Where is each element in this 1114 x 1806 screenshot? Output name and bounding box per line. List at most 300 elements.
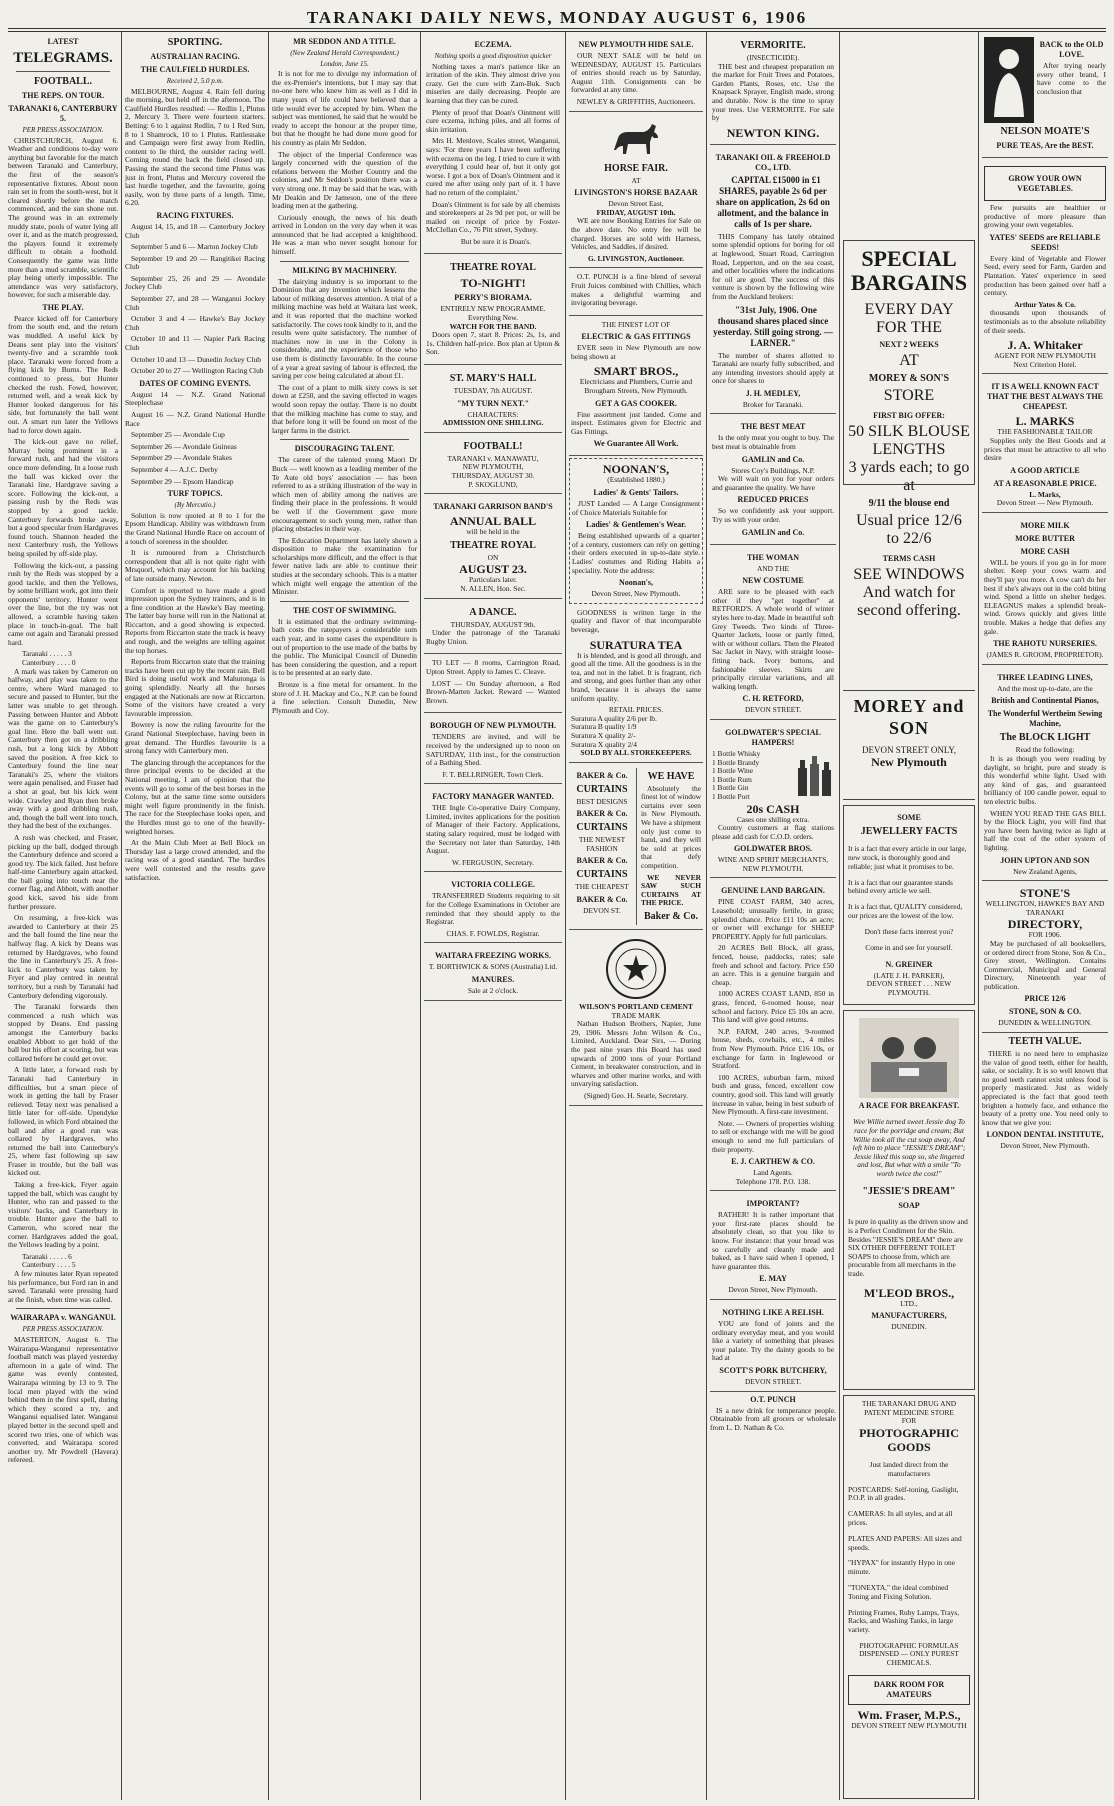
event-line: September 29 — Avondale Stakes bbox=[131, 453, 232, 463]
bargains-heading: BARGAINS bbox=[850, 270, 968, 295]
trade-mark-label: TRADE MARK bbox=[611, 1010, 661, 1020]
fixture-line: October 10 and 13 — Dunedin Jockey Club bbox=[131, 354, 261, 364]
ad-line: Cases one shilling extra. bbox=[736, 814, 810, 824]
goldwater-ad bbox=[710, 722, 836, 879]
ad-text: Supplies only the Best Goods and at prices that must be attractive to all who desire bbox=[984, 435, 1106, 463]
mcleod-name: M'LEOD BROS., bbox=[863, 1285, 955, 1300]
tonight-heading: TO-NIGHT! bbox=[460, 276, 526, 291]
dance-ad bbox=[424, 601, 562, 655]
block-light-heading: The BLOCK LIGHT bbox=[999, 732, 1091, 744]
fixture-line: October 20 to 27 — Wellington Racing Club bbox=[131, 366, 264, 376]
ad-text: "HYPAX" for instantly Hypo in one minute. bbox=[848, 1558, 955, 1577]
garrison-ball-ad bbox=[424, 496, 562, 598]
cash-price: 20s CASH bbox=[746, 801, 800, 816]
ad-line: THURSDAY, AUGUST 30. bbox=[451, 471, 535, 480]
costume-heading: NEW COSTUME bbox=[742, 576, 804, 586]
ad-line: STORE bbox=[883, 387, 935, 404]
ad-text: TO LET — 8 rooms, Carrington Road, Upton Street. Apply to James C. Cleave. bbox=[426, 658, 560, 676]
theatre-heading: THEATRE ROYAL bbox=[450, 262, 536, 274]
ad-text: THERE is no need here to emphasize the value of good teeth, either for health, sake, or sociality. It is so well known that no good teeth cannot exist unless food is properly masticated. Just as widely appreciated is the fact that good teeth brighten a homely face, and enhance the beauty of a pretty one. You need only to know that we give you: bbox=[982, 1049, 1108, 1127]
coming-events-heading: DATES OF COMING EVENTS. bbox=[139, 378, 251, 388]
ad-text: After trying nearly every other brand, I have come to the conclusion that bbox=[1037, 61, 1106, 96]
tailors-heading: Ladies' & Gents' Tailors. bbox=[593, 488, 679, 498]
cement-brand: WILSON'S PORTLAND CEMENT bbox=[579, 1002, 693, 1011]
ad-line: DUNEDIN & WELLINGTON. bbox=[998, 1018, 1092, 1028]
eczema-ad bbox=[424, 34, 562, 254]
hamper-item: 1 Bottle Wine bbox=[712, 766, 754, 776]
article-paragraph: Pearce kicked off for Canterbury from the south end, and the return was muddled. A useful kick by Deans sent play into the visitors' twenty-five and a scramble took place. Taranaki were forced from a flying kick by Burns. The Reds continued to press, but Hunter checked the rush. Fowd, however, returned well, and a weak kick by Hunter looked dangerous for his side, but fortunately the ball went out. A smart run later the Yellows had to force down again. bbox=[8, 313, 118, 435]
grow-box bbox=[984, 166, 1106, 201]
ad-text: PHOTOGRAPHIC FORMULAS DISPENSED — ONLY PUREST CHEMICALS. bbox=[859, 1640, 959, 1667]
event-line: September 4 — A.J.C. Derby bbox=[131, 464, 218, 474]
horse-fair-heading: HORSE FAIR. bbox=[604, 162, 668, 174]
ad-text: Come in and see for yourself. bbox=[865, 942, 953, 952]
we-have-heading: WE HAVE bbox=[647, 770, 695, 782]
ad-line: W. FERGUSON, Secretary. bbox=[452, 857, 534, 867]
received-note: Received 2, 5.0 p.m. bbox=[166, 77, 224, 85]
lamp-illustration-icon bbox=[859, 1018, 959, 1098]
ad-text: We will wait on you for your orders and guarantee the quality. We have bbox=[712, 474, 834, 492]
article-paragraph: The object of the Imperial Conference was largely concerned with the question of the relations between the Mother Country and the colonies, and Mr Seddon's position there was a very strong one. It may be said that he was, with Mr Deakin and Dr Jameson, one of the three leading men at the gathering. bbox=[272, 149, 417, 211]
cement-seal-icon bbox=[605, 938, 667, 1000]
oil-heading: TARANAKI OIL & FREEHOLD CO., LTD. bbox=[715, 152, 831, 172]
fixture-line: October 3 and 4 — Hawke's Bay Jockey Club bbox=[125, 314, 265, 332]
suratura-ad bbox=[569, 606, 703, 763]
ad-line: SEE WINDOWS bbox=[853, 566, 965, 583]
ad-line: AT bbox=[899, 352, 919, 369]
article-paragraph: A few minutes later Ryan repeated his performance, but Ford ran in and saved. Taranaki were pressing hard at the finish, when time was called. bbox=[8, 1269, 118, 1304]
column-ads-2 bbox=[569, 34, 703, 1799]
article-paragraph: On resuming, a free-kick was awarded to Canterbury at their 25 and the ball found the line near the halfway flag. A kick by Deans was returned by Hardgraves, who found the line in Canterbury's 25. A free-kick to Canterbury was taken by Fryer and play centred in neutral territory, but a rush by Taranaki had Canterbury defending vigorously. bbox=[8, 913, 118, 1000]
ad-text: THE Ingle Co-operative Dairy Company, Limited, invites applications for the position of Manager of their Factory. Applications, stating salary required, must be lodged with the Secretary not later than Saturday, 14th August. bbox=[426, 803, 560, 856]
jessies-dream-heading: "JESSIE'S DREAM" bbox=[862, 1185, 956, 1197]
greiner-name: N. GREINER bbox=[885, 959, 933, 969]
swimming-heading: THE COST OF SWIMMING. bbox=[292, 605, 397, 615]
column-telegrams bbox=[8, 34, 118, 1799]
soap-ad bbox=[843, 1010, 975, 1390]
article-paragraph: It is not for me to divulge my information of the ex-Premier's intentions, but I may say that no-one here who knew him as well as I did in many years of life could have believed that a title would ever be accepted by him. When the subject was mentioned, he said that he would be ready to accept the honour at the proper time, but that he thought he had done more good for his country as plain Mr Seddon. bbox=[272, 69, 417, 147]
ad-line: ENTIRELY NEW PROGRAMME. bbox=[440, 304, 546, 314]
ad-line: WINE AND SPIRIT MERCHANTS, NEW PLYMOUTH. bbox=[717, 855, 829, 873]
football-ad bbox=[424, 435, 562, 494]
cement-ad bbox=[569, 932, 703, 1106]
scotts-ad bbox=[710, 1302, 836, 1392]
hamper-list bbox=[712, 750, 790, 802]
dental-name: LONDON DENTAL INSTITUTE, bbox=[986, 1130, 1104, 1140]
grow-heading: GROW YOUR OWN VEGETABLES. bbox=[1008, 174, 1082, 193]
ad-line: Devon Street, New Plymouth. bbox=[591, 589, 681, 599]
ad-line: LTD., bbox=[900, 1298, 918, 1308]
victoria-heading: VICTORIA COLLEGE. bbox=[451, 880, 535, 890]
fixture-line: August 14, 15, and 18 — Canterbury Jockey Club bbox=[125, 221, 265, 240]
wire-text: "31st July, 1906. One thousand shares placed since yesterday. Still going strong. — LARNER." bbox=[713, 304, 833, 348]
ad-text: So we confidently ask your support. Try us with your order. bbox=[712, 506, 834, 525]
score-team: Taranaki bbox=[22, 649, 48, 659]
marks-ad bbox=[982, 376, 1108, 513]
three-lines-heading: THREE LEADING LINES, bbox=[997, 672, 1093, 682]
woman-heading: THE WOMAN bbox=[746, 552, 800, 562]
ot-punch-ad bbox=[569, 270, 703, 315]
article-paragraph: The Education Department has lately shown a disposition to make the examination for scholarships more difficult, and the effect is that fewer native lads are able to continue their studies at the secondary schools. This is a matter which might well engage the attention of the Minister. bbox=[272, 535, 417, 597]
ad-line: AGENT FOR NEW PLYMOUTH bbox=[994, 351, 1096, 361]
ad-line: New Zealand Agents, bbox=[1013, 866, 1077, 876]
price-line: Suratura X quality 2/4 bbox=[571, 739, 637, 749]
article-paragraph: The kick-out gave no relief, Murray being prominent in a forward rush, and had the visitors once more defending. In a loose rush the ball was kicked over the Taranaki line, Hardgrave saving a score. Following the kick-out, a passing rush by the Reds was stopped by a good tackle. Canterbury forwards broke away, but a good specular from Hardgraves found touch. Shannon headed the next Canterbury rush, the Yellows being spoiled by off-side play. bbox=[8, 437, 118, 558]
ad-text: It is blended, and is good all through, and good all the time. All the goodness is in the tea, and not in the label. It is fragrant, rich and strong, and goes further than any other brand, because it is always the same uniform quality. bbox=[571, 650, 701, 703]
baker-right bbox=[641, 768, 701, 925]
jewellery-ad bbox=[843, 805, 975, 1005]
old-love-illustration-icon bbox=[984, 37, 1034, 123]
article-paragraph: Bowrey is now the ruling favourite for the Grand National Steeplechase, having been in great demand. The Hurdles favourite is a strong fancy with Canterbury men. bbox=[125, 720, 265, 756]
eczema-heading: ECZEMA. bbox=[474, 40, 512, 49]
ad-line: DEVON STREET. bbox=[744, 1377, 802, 1386]
ad-text: JUST Landed — A Large Consignment of Choice Materials Suitable for bbox=[572, 499, 700, 517]
ad-line: CHAS. F. FOWLDS, Registrar. bbox=[446, 928, 540, 938]
ad-text: But be sure it is Doan's. bbox=[460, 236, 532, 246]
ad-text: O.T. PUNCH is a fine blend of several Fruit Juices combined with Chillies, which makes a delightful warming and invigorating beverage. bbox=[571, 272, 701, 308]
wertheim-heading: The Wonderful Wertheim Sewing Machine, bbox=[987, 709, 1103, 729]
column-sporting bbox=[125, 34, 265, 1799]
blouse-price: 9/11 the blouse end bbox=[868, 498, 950, 509]
ad-line: T. BORTHWICK & SONS (Australia) Ltd. bbox=[428, 962, 558, 972]
article-paragraph: Comfort is reported to have made a good impression upon the Sydney trainers, and is in a fine condition at the Hawke's Bay meeting. The latter bay horse will run in the National at Riccarton, and a good showing is expected. Reports from Riccarton state the track is heavy and rough, and the weights are telling against the top horses. bbox=[125, 585, 265, 655]
reps-tour-heading: THE REPS. ON TOUR. bbox=[21, 91, 105, 100]
reduced-prices: REDUCED PRICES bbox=[737, 495, 809, 505]
event-line: September 26 — Avondale Guineas bbox=[131, 441, 237, 451]
article-paragraph: A little later, a forward rush by Taranaki had Canterbury in difficulties, but a smart piece of work in getting the ball by Fraser relieved. Tetay next was penalised a little later for off-side. Upendyke followed, in which Ford obtained the ball and after a good run was collared by Hardgraves, who returned the ball into Canterbury's 25, where fast following up saw Fraser in trouble, but the ball was kicked out. bbox=[8, 1065, 118, 1178]
gas-cooker-heading: GET A GAS COOKER. bbox=[595, 398, 677, 408]
ad-text: Note. — Owners of properties wishing to sell or exchange with me will be good enough to send me full particulars of their property. bbox=[712, 1118, 834, 1154]
yates-firm: Arthur Yates & Co. bbox=[1014, 299, 1076, 309]
important-heading: IMPORTANT? bbox=[746, 1199, 800, 1209]
ad-line: BEST DESIGNS bbox=[576, 796, 628, 806]
guarantee-line: We Guarantee All Work. bbox=[593, 439, 679, 449]
ad-line: EVERY DAY FOR THE bbox=[864, 301, 954, 336]
ad-line: G. LIVINGSTON, Auctioneer. bbox=[588, 253, 684, 263]
retford-name: C. H. RETFORD, bbox=[742, 694, 804, 704]
next-weeks: NEXT 2 WEEKS bbox=[879, 340, 939, 349]
wear-heading: Ladies' & Gentlemen's Wear. bbox=[586, 520, 686, 530]
capital-text: CAPITAL £15000 in £1 SHARES, payable 2s 6d per share on application, 2s 6d on allotment, and the balance in calls of 1s per share. bbox=[716, 174, 830, 229]
ad-line: Usual price 12/6 to 22/6 bbox=[856, 512, 962, 547]
ad-line: TARANAKI v. MANAWATU, bbox=[447, 453, 539, 463]
more-butter: MORE BUTTER bbox=[1015, 533, 1075, 543]
soap-verse: Wee Willie turned sweet Jessie dog To race for the porridge and cream; But Willie took all the cut soap away, And left him to place "JESSIE'S DREAM"; Jessie liked this soap so, she lingered and lost, But what with a smile "To worth twice the cost!" bbox=[852, 1117, 966, 1178]
upton-ad bbox=[982, 667, 1108, 881]
curtains-word: CURTAINS bbox=[576, 783, 628, 795]
noonans-sign: Noonan's, bbox=[618, 578, 653, 588]
score-table: Taranaki . . . . . 3 Canterbury . . . . 0 bbox=[22, 649, 76, 668]
ad-line: Broker for Taranaki. bbox=[742, 399, 804, 409]
ad-line: 3 yards each; to go at bbox=[848, 459, 970, 494]
australian-racing-heading: AUSTRALIAN RACING. bbox=[150, 52, 240, 61]
baker-name: BAKER & Co. bbox=[576, 809, 628, 819]
article-paragraph: Taking a free-kick, Fryer again tapped the ball, which was caught by Hunter, who ran and passed to the visitors' backs, and Canterbury in trouble. Hunter gave the ball to Cameron, who scored near the corner. Hardgraves added the goal, the Yellows leading by a point. bbox=[8, 1180, 118, 1250]
score-value: 3 bbox=[68, 649, 72, 659]
ad-line: Particulars later. bbox=[468, 575, 518, 585]
rahotu-name: THE RAHOTU NURSERIES. bbox=[993, 639, 1097, 649]
ad-text: LOST — On Sunday afternoon, a Red Brown-Marten Jacket. Reward — Wanted Brown. bbox=[426, 678, 560, 705]
ad-line: Devon Street — New Plymouth. bbox=[996, 498, 1094, 508]
reasonable-price: AT A REASONABLE PRICE. bbox=[993, 478, 1097, 488]
nelson-layout bbox=[984, 37, 1106, 123]
ad-line: And the most up-to-date, are the bbox=[997, 683, 1093, 693]
nelson-text bbox=[1037, 37, 1106, 123]
ad-text: POSTCARDS: Self-toning, Gaslight, P.O.P. in all grades. bbox=[848, 1484, 959, 1503]
theatre-ad bbox=[424, 256, 562, 365]
column-rule bbox=[706, 32, 707, 1800]
fixture-line: September 27, and 28 — Wanganui Jockey Club bbox=[125, 294, 265, 312]
rahotu-ad bbox=[982, 515, 1108, 665]
score-team: Canterbury bbox=[22, 1260, 56, 1270]
article-paragraph: Bronze is a fine metal for ornament. In the store of J. H. Mackay and Co., N.P. can be found a fine selection. Consult Dunedin, New Plymouth and Coy. bbox=[272, 680, 417, 715]
ad-line: NEWLEY & GRIFFITHS, Auctioneers. bbox=[576, 96, 696, 106]
article-paragraph: MASTERTON, August 6. The Wairarapa-Wanganui representative football match was played yesterday afternoon in a gale of wind. The game was evenly contested, Wairarapa winning by 13 to 9. The local men played with the wind behind them in the first spell, during which they scored a try, and Wanganui equalised later. Wanganui played better in the second spell and scored two tries, one of which was converted, and Wairarapa scored another try. Mr Powdrell (Havera) refereed. bbox=[8, 1334, 118, 1465]
ad-line: FOR bbox=[901, 1416, 917, 1426]
borough-heading: BOROUGH OF NEW PLYMOUTH. bbox=[430, 721, 556, 731]
event-line: September 29 — Epsom Handicap bbox=[131, 476, 234, 486]
yates-ad bbox=[982, 160, 1108, 374]
land-heading: GENUINE LAND BARGAIN. bbox=[721, 886, 825, 896]
column-rule bbox=[420, 32, 421, 1800]
ot-punch-ad-2 bbox=[710, 1395, 836, 1433]
ad-line: P. SKOGLUND, bbox=[468, 479, 518, 489]
baker-name: BAKER & Co. bbox=[576, 856, 628, 866]
article-paragraph: The Taranaki forwards then commenced a rush which was stopped by Deans. End passing amongst the Canterbury backs enabled Abbott to get hold of the ball but his effort at scoring, but was collared before he could get over. bbox=[8, 1002, 118, 1063]
noonans-heading: NOONAN'S, bbox=[602, 462, 670, 477]
ad-text: It is as though you were reading by daylight, so bright, pure and steady is this wonderful white light. Used with any kind of gas, and guaranteed brilliancy of 100 candle power, equal to ten electric bulbs. bbox=[984, 754, 1106, 806]
latest-label: LATEST bbox=[47, 37, 79, 46]
price-line: Suratura A quality 2/6 per lb. bbox=[571, 713, 657, 723]
yates-heading: YATES' SEEDS are RELIABLE SEEDS! bbox=[989, 232, 1101, 252]
teeth-heading: TEETH VALUE. bbox=[1008, 1036, 1082, 1048]
ad-text: Every kind of Vegetable and Flower Seed, every seed for Farm, Garden and Plantation. Yates' experience in seed production has been gained over half a century. bbox=[984, 253, 1106, 298]
marks-sign: L. Marks, bbox=[1029, 489, 1061, 499]
garrison-heading: TARANAKI GARRISON BAND'S bbox=[433, 502, 553, 512]
waitara-ad bbox=[424, 945, 562, 1000]
ad-line: And watch for second offering. bbox=[857, 584, 961, 619]
special-bargains-ad bbox=[843, 240, 975, 619]
suratura-heading: SURATURA TEA bbox=[589, 637, 683, 652]
masthead-rule-2 bbox=[8, 31, 1106, 32]
may-bakery-ad bbox=[710, 1193, 836, 1300]
more-milk: MORE MILK bbox=[1020, 520, 1070, 530]
ad-text: Is the only meat you ought to buy. The best meat is obtainable from bbox=[712, 433, 834, 452]
baker-name: BAKER & Co. bbox=[576, 895, 628, 905]
milking-heading: MILKING BY MACHINERY. bbox=[292, 265, 397, 275]
relish-heading: NOTHING LIKE A RELISH. bbox=[722, 1308, 824, 1318]
ad-text: WE are now Booking Entries for Sale on the above date. No entry fee will be charged. Horses are sold with Harness, Vehicles, and Saddles, if desired. bbox=[571, 216, 701, 252]
article-paragraph: It is estimated that the ordinary swimming-bath costs the ratepayers a considerable sum each year, and in some cases the expenditure is out of proportion to the use made of the baths by the public. The Municipal Council of Dunedin has been considering the question, and a report is to be presented at an early date. bbox=[272, 616, 417, 678]
annual-ball-heading: ANNUAL BALL bbox=[449, 514, 537, 529]
ad-line: TUESDAY, 7th AUGUST. bbox=[453, 386, 533, 396]
article-paragraph: MELBOURNE, August 4. Rain fell during the morning, but held off in the afternoon. The Caulfield Hurdles resulted: — Redlin 1, Plutus 2, Mercury 3. There were fourteen starters. Betting: 6 to 1 against Redlin, 7 to 1 Red Sun, 8 to 1 Shamrock, 10 to 1 Plutus. Rattlesnake and Campaign were first away from Redlin, content to lie third, the outsider racing well. Coming round the back the field closed up. Passing the stand the second time Plutus was just in front, Plutus and Mercury covered the last hurdle together, and the favourite, going easily, won by three parts of a length. Time, 6.20. bbox=[125, 86, 265, 208]
article-paragraph: Reports from Riccarton state that the training tracks have been cut up by the recent rain. Bell Bird is doing useful work and Mahutonga is going splendidly. Nearly all the horses engaged at the Nationals are now at Riccarton. Some of the visitors have created a very favourable impression. bbox=[125, 657, 265, 718]
whitaker-name: J. A. Whitaker bbox=[1007, 338, 1083, 353]
ad-line: AND THE bbox=[756, 563, 790, 573]
ad-text: Under the patronage of the Taranaki Rugby Union. bbox=[426, 628, 560, 646]
ad-line: THE CHEAPEST bbox=[575, 882, 629, 892]
jewellery-heading: JEWELLERY FACTS bbox=[860, 826, 958, 837]
hampers-heading: GOLDWATER'S SPECIAL HAMPERS! bbox=[725, 727, 821, 747]
ad-text: Absolutely the finest lot of window curtains ever seen in New Plymouth. We have a shipment only just come to hand, and they will be sold at prices that defy competition. bbox=[641, 783, 701, 871]
ad-text: The number of shares allotted to Taranaki are nearly fully subscribed, and any intending investors should apply at once for shares to bbox=[712, 350, 834, 386]
pure-teas: PURE TEAS, Are the BEST. bbox=[996, 141, 1094, 150]
land-bargain-ad bbox=[710, 880, 836, 1191]
ad-line: AT bbox=[631, 175, 641, 185]
article-paragraph: Curiously enough, the news of his death arrived in London on the very day when it was announced that he had accepted a knighthood. He was a man who never sought honour for himself. bbox=[272, 212, 417, 257]
score-team: Taranaki bbox=[22, 1251, 48, 1261]
more-cash: MORE CASH bbox=[1020, 546, 1070, 556]
fact-heading: IT IS A WELL KNOWN FACT THAT THE BEST ALWAYS THE CHEAPEST. bbox=[986, 382, 1104, 412]
factory-heading: FACTORY MANAGER WANTED. bbox=[432, 792, 554, 802]
new-plymouth-label: New Plymouth bbox=[871, 755, 947, 769]
score-team: Canterbury bbox=[22, 658, 56, 668]
horse-illustration-icon bbox=[606, 120, 666, 160]
ad-text: 20 ACRES Bell Block, all grass, fenced, house, paddocks, rates; sale freeh and school and factory. Price £50 an acre. This is a genuine bargain and cheap. bbox=[712, 943, 834, 987]
ad-text: It is a fact that every article in our large, new stock, is thoroughly good and reliable; just what it promises to be. bbox=[848, 844, 967, 871]
theatre-heading: THEATRE ROYAL bbox=[450, 539, 536, 551]
ad-text: GOODNESS is written large in the quality and flavor of that incomparable beverage, bbox=[571, 607, 701, 634]
correspondent-note: (New Zealand Herald Correspondent.) bbox=[290, 49, 399, 57]
ad-line: (Established 1880.) bbox=[607, 475, 665, 485]
ad-text: Doors open 7, start 8. Prices: 2s, 1s, and 1s. Children half-price. Box plan at Upton & Son. bbox=[426, 330, 560, 357]
ad-text: Just landed direct from the manufacturers bbox=[869, 1460, 949, 1478]
hamper-item: 1 Bottle Rum bbox=[712, 774, 752, 784]
score-value: 6 bbox=[68, 1251, 72, 1261]
ad-line: THE NEWEST FASHION bbox=[578, 835, 626, 853]
fixture-line: September 5 and 6 — Marton Jockey Club bbox=[131, 242, 258, 252]
hamper-item: 1 Bottle Gin bbox=[712, 783, 749, 793]
morey-big-name: MOREY and SON bbox=[853, 696, 965, 738]
article-paragraph: A rush was checked, and Fraser, picking up the ball, dodged through the Canterbury defence and scored a good try. The kick failed. Just before half-time Canterbury again attacked, the ball going into touch near the corner flag, and Abbott, with another good kick, saved his side from further pressure. bbox=[8, 832, 118, 911]
biorama-heading: PERRY'S BIORAMA. bbox=[454, 293, 532, 303]
dark-room-box: DARK ROOM FOR AMATEURS bbox=[848, 1675, 970, 1705]
nelson-moate-name: NELSON MOATE'S bbox=[1000, 126, 1090, 137]
ad-line: Sale at 2 o'clock. bbox=[467, 986, 519, 995]
ad-text: PLATES AND PAPERS: All sizes and speeds. bbox=[848, 1533, 962, 1552]
soap-word: SOAP bbox=[898, 1200, 920, 1210]
retford-ad bbox=[710, 547, 836, 720]
article-paragraph: Following the kick-out, a passing rush by the Reds was stopped by a good tackle, and then the Yellows, by some brilliant work, got into their opponents' territory. Hunter went over the line, but the try was not allowed, a scramble having taken place in touch-in-goal. The ball came out again and Taranaki pressed hard. bbox=[8, 560, 118, 647]
ad-text: THE best and cheapest preparation on the market for Fruit Trees and Potatoes, Garden Plants, Roses, etc. Use the Knapsack Sprayer, English made, strong and durable. Now is the time to spray your trees. Use VERMORITE. For sale by bbox=[712, 61, 834, 123]
ad-text: Mrs H. Menlove, Scales street, Wanganui, says: 'For three years I have been suffering with eczema on the leg. I tried to cure it with everything I could hear of, but it only got worse. I got a box of Doan's Ointment and it cured me after using only part of it. I have had no return of the complaint.' bbox=[426, 136, 560, 197]
ad-text: OUR NEXT SALE will be held on WEDNESDAY, AUGUST 15. Particulars of entries should reach us by Saturday, August 11th. Consignments can be forwarded at any time. bbox=[571, 51, 701, 95]
scotts-name: SCOTT'S PORK BUTCHERY, bbox=[719, 1366, 827, 1375]
smart-bros-ad bbox=[569, 318, 703, 457]
dental-ad bbox=[982, 1036, 1108, 1151]
ad-text: It is a fact that our guarantee stands behind every article we sell. bbox=[848, 877, 953, 896]
ad-text: Nothing taxes a man's patience like an irritation of the skin. They almost drive you crazy. Get the cure with Zam-Buk. Such miseries are daily decreasing. People are learning that they can be cured. bbox=[426, 61, 560, 105]
goldwater-name: GOLDWATER BROS. bbox=[733, 844, 813, 854]
first-offer: FIRST BIG OFFER: bbox=[873, 411, 945, 420]
score-value: 5 bbox=[71, 1260, 76, 1270]
hide-sale-heading: NEW PLYMOUTH HIDE SALE. bbox=[578, 40, 694, 49]
victoria-ad bbox=[424, 874, 562, 943]
ad-line: Telephone 178. P.O. 138. bbox=[735, 1176, 811, 1186]
column-rule bbox=[978, 32, 979, 1800]
press-association: PER PRESS ASSOCIATION. bbox=[22, 1325, 104, 1334]
article-paragraph: CHRISTCHURCH, August 6. Weather and conditions to-day were anything but favorable for the match between Taranaki and Canterbury, the first of the season's representative fixtures. About noon rain set in from the south-west, but it cleared shortly before the match commenced, and the sun shone out. The ground was in an extremely muddy state, pools of water lying all over it, and as the match progressed, the players found it extremely difficult to obtain a foothold. Consequently the game was little more than a mud scramble, scientific play being utterly impossible. The attendance was very satisfactory, however, for such a miserable day. bbox=[8, 135, 118, 300]
electric-heading: ELECTRIC & GAS FITTINGS bbox=[581, 332, 691, 342]
ad-text: TRANSFERRED Students requiring to sit for the College Examinations in October are reminded that they should apply to the Registrar. bbox=[426, 891, 560, 927]
racing-fixtures-heading: RACING FIXTURES. bbox=[156, 210, 234, 220]
ad-line: SOLD BY ALL STOREKEEPERS. bbox=[580, 748, 692, 758]
vermorite-heading: VERMORITE. bbox=[740, 40, 806, 51]
stone-son-name: STONE, SON & CO. bbox=[1008, 1007, 1082, 1017]
ad-text: CAMERAS: In all styles, and at all prices. bbox=[848, 1509, 953, 1527]
ad-text: WE NEVER SAW SUCH CURTAINS AT THE PRICE. bbox=[641, 872, 701, 908]
article-paragraph: The dairying industry is so important to the Dominion that any invention which lessens the labour of milking deserves attention. A trial of a milking machine was held at Waitara last week, and it was reported that the machine worked satisfactorily. The cows took kindly to it, and the results were quite satisfactory. The number of machines now in use in the Colony is considerable, and the experience of those who use them is distinctly favourable. In the course of a year a great saving of labour is effected, the saving per cow being calculated at about £1. bbox=[272, 276, 417, 381]
ad-line: will be held in the bbox=[466, 527, 520, 537]
ad-line: Everything New. bbox=[467, 313, 518, 323]
ad-text: thousands upon thousands of testimonials as to the absolute reliability of their seeds. bbox=[984, 308, 1106, 335]
oil-company-ad bbox=[710, 147, 836, 415]
ball-date: AUGUST 23. bbox=[459, 562, 527, 577]
ad-line: DEVON STREET NEW PLYMOUTH bbox=[851, 1720, 967, 1730]
ad-line: Electricians and Plumbers, Currie and Brougham Streets, New Plymouth. bbox=[579, 377, 693, 396]
newton-king: NEWTON KING. bbox=[726, 125, 820, 140]
ad-text: Is pure in quality as the driven snow and is a Perfect Condiment for the Skin. Besides "JESSIE'S DREAM" there are SIX OTHER DIFFERENT TOILET SOAPS to choose from, which are procurable from all merchants in the trade. bbox=[848, 1217, 968, 1278]
special-heading: SPECIAL bbox=[861, 246, 957, 271]
event-line: September 25 — Avondale Cup bbox=[131, 430, 225, 440]
race-heading: A RACE FOR BREAKFAST. bbox=[858, 1101, 960, 1110]
ad-text: ARE sure to be pleased with each other if they "get together" at RETFORD'S. A whole world of winter styles here to-day. Made in beautiful soft Grey Tweeds. Two kinds of Three-Quarter Jackets, loose or partly fitted, with or without collars. Then the Pleated Sac Jacket in Navy, with straight loose-fitting back. Ivory buttons, and fashionable sleeves. Skirts are principally circular variations, and all walking length. bbox=[712, 587, 834, 691]
baker-sign: Baker & Co. bbox=[644, 911, 698, 922]
pianos-heading: British and Continental Pianos, bbox=[991, 696, 1099, 706]
divider bbox=[16, 1308, 110, 1309]
ad-line: DEVON ST. bbox=[583, 906, 621, 916]
telegrams-heading: TELEGRAMS. bbox=[13, 50, 113, 66]
ad-line: FOR 1906. bbox=[1028, 930, 1062, 940]
vermorite-ad bbox=[710, 34, 836, 145]
smart-bros-name: SMART BROS., bbox=[593, 364, 679, 379]
back-heading: BACK to the OLD LOVE. bbox=[1039, 40, 1104, 59]
ad-line: DEVON STREET. bbox=[744, 705, 802, 715]
factory-ad bbox=[424, 786, 562, 872]
ad-line: DEVON STREET . . . NEW PLYMOUTH. bbox=[866, 979, 952, 997]
gamlin-ad bbox=[710, 416, 836, 544]
carthew-name: E. J. CARTHEW & CO. bbox=[731, 1157, 815, 1167]
drug-store-label: THE TARANAKI DRUG AND PATENT MEDICINE STORE bbox=[861, 1399, 957, 1417]
ad-text: May be purchased of all booksellers, or ordered direct from Stone, Son & Co., Grey street, Wellington. Contains Commercial, Municipal and General Directory, Nineteenth year of publication. bbox=[984, 938, 1106, 991]
waitara-heading: WAITARA FREEZING WORKS. bbox=[435, 951, 551, 961]
ad-line: 50 SILK BLOUSE LENGTHS bbox=[848, 423, 970, 458]
noonans-ad bbox=[569, 458, 703, 603]
hamper-item: 1 Bottle Port bbox=[712, 791, 750, 801]
ad-line: ON bbox=[487, 552, 499, 562]
st-marys-ad bbox=[424, 367, 562, 433]
ad-text: "TONEXTA," the ideal combined Toning and Fixing Solution. bbox=[848, 1583, 949, 1601]
manufacturers-label: MANUFACTURERS, bbox=[871, 1311, 947, 1321]
ad-text: THIS Company has lately obtained some splendid options for boring for oil at Inglewood, Stuart Road, Carrington Road, Lepperton, and on the sea coast, and other localities where the indications for oil are good. The success of this venture is shown by the following wire from the Auckland brokers: bbox=[712, 231, 834, 301]
article-paragraph: Solution is now quoted at 8 to 1 for the Epsom Handicap. Ability was withdrawn from the Grand National Hurdle Race on account of a touch of soreness in the shoulder. bbox=[125, 510, 265, 546]
article-paragraph: At the Main Club Meet at Bell Block on Thursday last a large crowd attended, and the racing was of a good standard. The hurdles were well contested and the results gave satisfaction. bbox=[125, 838, 265, 882]
column-rule bbox=[565, 32, 566, 1800]
fixture-line: October 10 and 11 — Napier Park Racing Club bbox=[125, 334, 265, 353]
ad-line: NEW PLYMOUTH, bbox=[462, 462, 524, 472]
ad-line: (Signed) Geo. H. Searle, Secretary. bbox=[584, 1090, 688, 1100]
baker-layout bbox=[571, 768, 701, 925]
curtains-word: CURTAINS bbox=[576, 822, 628, 834]
press-association: PER PRESS ASSOCIATION. bbox=[22, 126, 104, 134]
byline: (By Mercutio.) bbox=[174, 501, 216, 510]
ad-text: N.P. FARM, 240 acres, 9-roomed house, sheds, cowbails, etc., 4 miles from New Plymouth. Price £16 10s, or exchange for farm in Inglewood or Stratford. bbox=[712, 1026, 834, 1071]
ad-line: Land Agents. bbox=[753, 1168, 793, 1178]
ad-line: RETAIL PRICES. bbox=[608, 705, 664, 715]
football-ad-heading: FOOTBALL! bbox=[463, 440, 523, 452]
ad-line: Read the following: bbox=[1015, 745, 1075, 755]
